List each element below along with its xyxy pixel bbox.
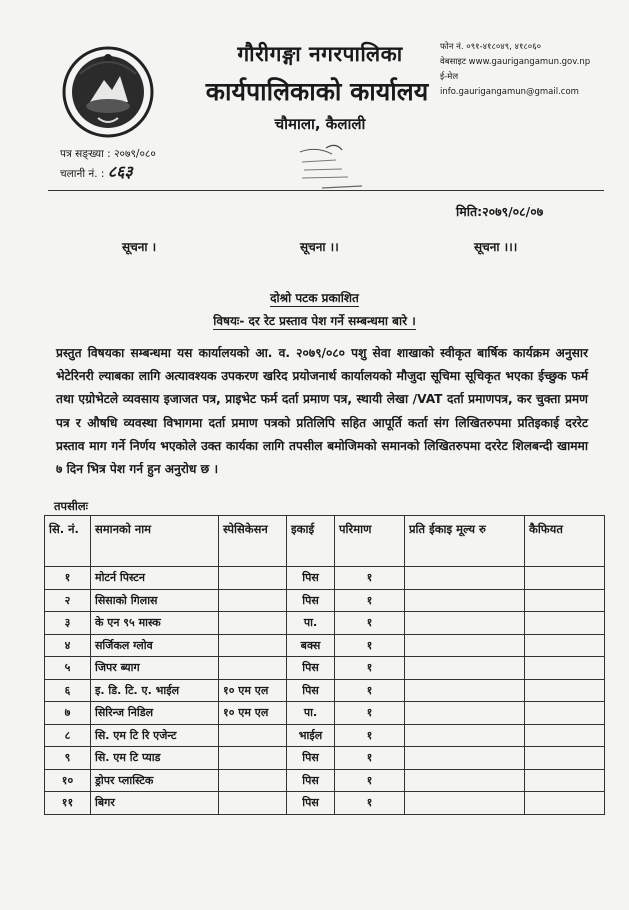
row-unit-price [405, 769, 525, 792]
row-quantity: १ [335, 702, 405, 725]
website[interactable]: वेबसाइट www.gaurigangamun.gov.np [440, 57, 591, 67]
row-remarks [525, 679, 605, 702]
row-unit: पिस [287, 657, 335, 680]
row-quantity: १ [335, 747, 405, 770]
row-serial: ८ [45, 724, 91, 747]
row-unit: भाईल [287, 724, 335, 747]
row-item-name: सिसाको गिलास [91, 589, 219, 612]
details-label: तपसीलः [54, 499, 88, 513]
row-quantity: १ [335, 792, 405, 815]
row-remarks [525, 634, 605, 657]
letter-number: २०७९/०८० [114, 148, 156, 160]
letter-number-label: पत्र सङ्ख्या : [60, 148, 111, 160]
notice-heading-1: सूचना । [122, 240, 157, 254]
header-item-name: समानको नाम [91, 516, 219, 567]
notice-heading-3: सूचना ।।। [474, 240, 518, 254]
row-unit: पिस [287, 679, 335, 702]
row-remarks [525, 657, 605, 680]
row-item-name: इ. डि. टि. ए. भाईल [91, 679, 219, 702]
row-quantity: १ [335, 724, 405, 747]
notice-body: प्रस्तुत विषयका सम्बन्धमा यस कार्यालयको आ. व. २०७९/०८० पशु सेवा शाखाको स्वीकृत बार्षिक कार्यक्रम अनुसार भेटेरिनरी ल्याबका लागि अत्यावश्यक उपकरण खरिद प्रयोजनार्थ कार्यालयको मौजुदा सूचिमा सूचिकृत भएका ईच्छुक फर्म तथा एग्रोभेटले व्यवसाय इजाजत पत्र, प्राइभेट फर्म दर्ता प्रमाण पत्र, स्थायी लेखा /VAT दर्ता प्रमाणपत्र, कर चुक्ता प्रमण पत्र र औषधि व्यवस्था विभागमा दर्ता प्रमाण पत्रको प्रतिलिपि सहित आपूर्ति कर्ता संग लिखितरुपमा प्रतिइकाई दररेट प्रस्ताव माग गर्ने निर्णय भएकोले उक्त कार्यका लागि तपसील बमोजिमको समानको लिखितरुपमा दररेट शिलबन्दी खाममा ७ दिन भित्र पेश गर्न हुन अनुरोध छ । [56, 346, 588, 477]
row-item-name: मोटर्न पिस्टन [91, 567, 219, 590]
phone-number: फोन नं. ०९१-४१८०४९, ४१८०६० [440, 42, 542, 52]
header-serial: सि. नं. [45, 516, 91, 567]
row-specification [219, 792, 287, 815]
email-label: ई-मेल [440, 72, 459, 82]
row-specification [219, 657, 287, 680]
office-stamp-icon [296, 142, 372, 196]
republish-text: दोश्रो पटक प्रकाशित [270, 291, 359, 305]
row-unit-price [405, 634, 525, 657]
row-remarks [525, 612, 605, 635]
header-specification: स्पेसिकेसन [219, 516, 287, 567]
row-quantity: १ [335, 589, 405, 612]
row-unit-price [405, 792, 525, 815]
office-title: कार्यपालिकाको कार्यालय [205, 77, 429, 106]
reference-block [60, 146, 156, 183]
row-serial: ३ [45, 612, 91, 635]
row-serial: ६ [45, 679, 91, 702]
row-item-name: के एन ९५ मास्क [91, 612, 219, 635]
row-item-name: सि. एम टि प्याड [91, 747, 219, 770]
row-quantity: १ [335, 679, 405, 702]
header-quantity: परिमाण [335, 516, 405, 567]
row-item-name: बिगर [91, 792, 219, 815]
row-specification [219, 747, 287, 770]
table-row [45, 724, 605, 747]
row-unit-price [405, 567, 525, 590]
row-remarks [525, 769, 605, 792]
email-address[interactable]: info.gaurigangamun@gmail.com [440, 87, 579, 97]
row-serial: ५ [45, 657, 91, 680]
row-specification [219, 634, 287, 657]
row-specification [219, 567, 287, 590]
table-row [45, 567, 605, 590]
row-item-name: सि. एम टि रि एजेन्ट [91, 724, 219, 747]
republish-note [0, 289, 629, 306]
row-specification [219, 724, 287, 747]
items-table [44, 515, 605, 815]
table-row [45, 747, 605, 770]
row-unit: बक्स [287, 634, 335, 657]
row-quantity: १ [335, 657, 405, 680]
row-specification [219, 612, 287, 635]
row-quantity: १ [335, 567, 405, 590]
table-row [45, 657, 605, 680]
row-specification [219, 769, 287, 792]
table-row [45, 612, 605, 635]
header-unit: इकाई [287, 516, 335, 567]
row-unit: पा. [287, 702, 335, 725]
table-row [45, 769, 605, 792]
row-item-name: ड्रोपर प्लास्टिक [91, 769, 219, 792]
row-unit-price [405, 657, 525, 680]
row-specification: १० एम एल [219, 679, 287, 702]
table-row [45, 634, 605, 657]
header-divider [48, 190, 604, 191]
nepal-emblem-icon [60, 44, 156, 140]
dispatch-number: ८६३ [107, 162, 133, 181]
row-specification [219, 589, 287, 612]
dispatch-number-label: चलानी नं. : [60, 168, 105, 180]
row-remarks [525, 792, 605, 815]
office-name: गौरीगङ्गा नगरपालिका [237, 42, 403, 66]
row-serial: ४ [45, 634, 91, 657]
row-item-name: जिपर ब्याग [91, 657, 219, 680]
row-remarks [525, 702, 605, 725]
contact-block [440, 40, 590, 100]
header-unit-price: प्रति ईकाइ मूल्य रु [405, 516, 525, 567]
row-remarks [525, 589, 605, 612]
row-serial: १० [45, 769, 91, 792]
row-serial: ७ [45, 702, 91, 725]
row-unit-price [405, 724, 525, 747]
row-unit: पिस [287, 589, 335, 612]
row-unit: पिस [287, 792, 335, 815]
row-specification: १० एम एल [219, 702, 287, 725]
row-quantity: १ [335, 634, 405, 657]
row-quantity: १ [335, 612, 405, 635]
row-unit: पिस [287, 769, 335, 792]
office-address: चौमाला, कैलाली [274, 115, 366, 133]
table-row [45, 792, 605, 815]
row-serial: ११ [45, 792, 91, 815]
row-item-name: सिरिन्ज निडिल [91, 702, 219, 725]
row-quantity: १ [335, 769, 405, 792]
row-unit-price [405, 679, 525, 702]
row-remarks [525, 724, 605, 747]
row-unit: पिस [287, 567, 335, 590]
row-unit-price [405, 747, 525, 770]
document-date: मिति:२०७९/०८/०७ [456, 204, 544, 219]
row-item-name: सर्जिकल ग्लोव [91, 634, 219, 657]
table-row [45, 589, 605, 612]
table-row [45, 679, 605, 702]
row-serial: ९ [45, 747, 91, 770]
subject-line [0, 312, 629, 329]
row-unit-price [405, 702, 525, 725]
row-unit: पिस [287, 747, 335, 770]
row-unit-price [405, 589, 525, 612]
row-remarks [525, 747, 605, 770]
row-serial: १ [45, 567, 91, 590]
row-unit-price [405, 612, 525, 635]
notice-heading-2: सूचना ।। [300, 240, 339, 254]
header-remarks: कैफियत [525, 516, 605, 567]
row-remarks [525, 567, 605, 590]
table-header-row [45, 516, 605, 567]
row-unit: पा. [287, 612, 335, 635]
table-row [45, 702, 605, 725]
row-serial: २ [45, 589, 91, 612]
subject-text: विषयः- दर रेट प्रस्ताव पेश गर्ने सम्बन्धमा बारे । [213, 314, 416, 328]
